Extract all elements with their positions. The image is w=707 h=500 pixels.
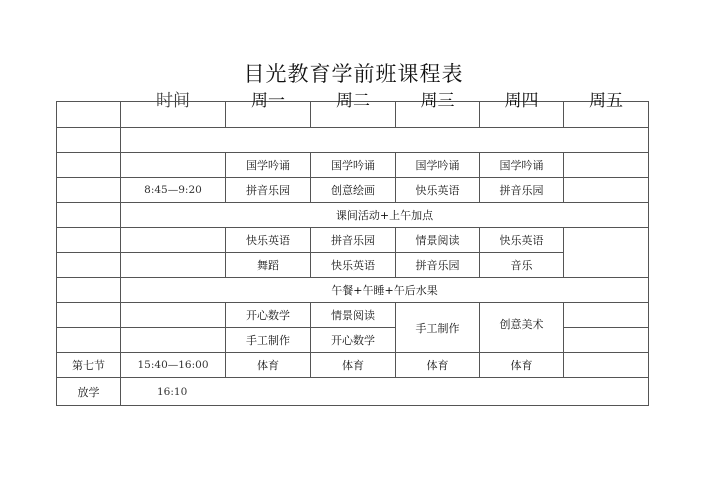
cell-mon: 快乐英语 <box>226 228 311 253</box>
table-row <box>57 278 649 303</box>
table-row <box>57 353 649 378</box>
table-row <box>57 253 649 278</box>
cell-tue: 拼音乐园 <box>311 228 396 253</box>
break-cell: 课间活动+上午加点 <box>121 203 649 228</box>
cell-tue: 快乐英语 <box>311 253 396 278</box>
cell <box>57 278 121 303</box>
header-fri <box>564 91 649 128</box>
cell-time: 15:40—16:00 <box>121 353 226 378</box>
table-row <box>57 128 649 153</box>
header-time <box>121 91 226 128</box>
cell-wed: 体育 <box>396 353 480 378</box>
cell <box>57 178 121 203</box>
cell-thu: 拼音乐园 <box>480 178 564 203</box>
header-fri-label: 周五 <box>589 91 623 111</box>
cell-mon: 开心数学 <box>226 303 311 328</box>
table-row <box>57 228 649 253</box>
cell-wed: 快乐英语 <box>396 178 480 203</box>
cell-fri <box>564 153 649 178</box>
header-thu-label: 周四 <box>504 91 539 111</box>
table-row <box>57 303 649 328</box>
cell <box>57 253 121 278</box>
header-time-label: 时间 <box>156 91 190 111</box>
cell <box>121 303 226 328</box>
cell-tue: 创意绘画 <box>311 178 396 203</box>
cell-mon: 舞蹈 <box>226 253 311 278</box>
cell-fri <box>564 303 649 328</box>
cell-mon: 体育 <box>226 353 311 378</box>
cell <box>121 228 226 253</box>
cell-tue: 开心数学 <box>311 328 396 353</box>
header-wed-label: 周三 <box>420 91 455 111</box>
lunch-cell: 午餐+午睡+午后水果 <box>121 278 649 303</box>
cell <box>57 128 121 153</box>
cell <box>121 328 226 353</box>
header-mon <box>226 91 311 128</box>
cell-time: 16:10 <box>121 378 649 406</box>
schedule-table <box>56 91 649 406</box>
cell-thu: 国学吟诵 <box>480 153 564 178</box>
header-thu <box>480 91 564 128</box>
cell <box>57 203 121 228</box>
header-tue-label: 周二 <box>336 91 370 111</box>
cell <box>57 228 121 253</box>
cell-label: 第七节 <box>57 353 121 378</box>
cell <box>121 153 226 178</box>
cell <box>57 328 121 353</box>
cell-fri <box>564 328 649 353</box>
cell-thu: 体育 <box>480 353 564 378</box>
cell-wed: 拼音乐园 <box>396 253 480 278</box>
cell-mon: 拼音乐园 <box>226 178 311 203</box>
cell-mon: 手工制作 <box>226 328 311 353</box>
header-tue <box>311 91 396 128</box>
cell <box>121 253 226 278</box>
cell-tue: 情景阅读 <box>311 303 396 328</box>
cell <box>57 153 121 178</box>
cell-wed: 手工制作 <box>396 303 480 353</box>
cell-mon: 国学吟诵 <box>226 153 311 178</box>
cell-tue: 体育 <box>311 353 396 378</box>
cell-thu: 快乐英语 <box>480 228 564 253</box>
cell-wed: 情景阅读 <box>396 228 480 253</box>
header-row <box>57 102 649 128</box>
cell-wed: 国学吟诵 <box>396 153 480 178</box>
table-row <box>57 203 649 228</box>
cell-thu: 创意美术 <box>480 303 564 353</box>
cell <box>57 303 121 328</box>
header-wed <box>396 91 480 128</box>
cell-time: 8:45—9:20 <box>121 178 226 203</box>
cell-fri <box>564 178 649 203</box>
header-blank <box>57 102 121 128</box>
cell-fri <box>564 353 649 378</box>
header-mon-label: 周一 <box>251 91 285 111</box>
cell-thu: 音乐 <box>480 253 564 278</box>
cell-label: 放学 <box>57 378 121 406</box>
table-row <box>57 178 649 203</box>
table-row <box>57 153 649 178</box>
page-title: 目光教育学前班课程表 <box>243 62 464 86</box>
cell-fri <box>564 228 649 278</box>
cell <box>121 128 649 153</box>
table-row <box>57 378 649 406</box>
cell-tue: 国学吟诵 <box>311 153 396 178</box>
